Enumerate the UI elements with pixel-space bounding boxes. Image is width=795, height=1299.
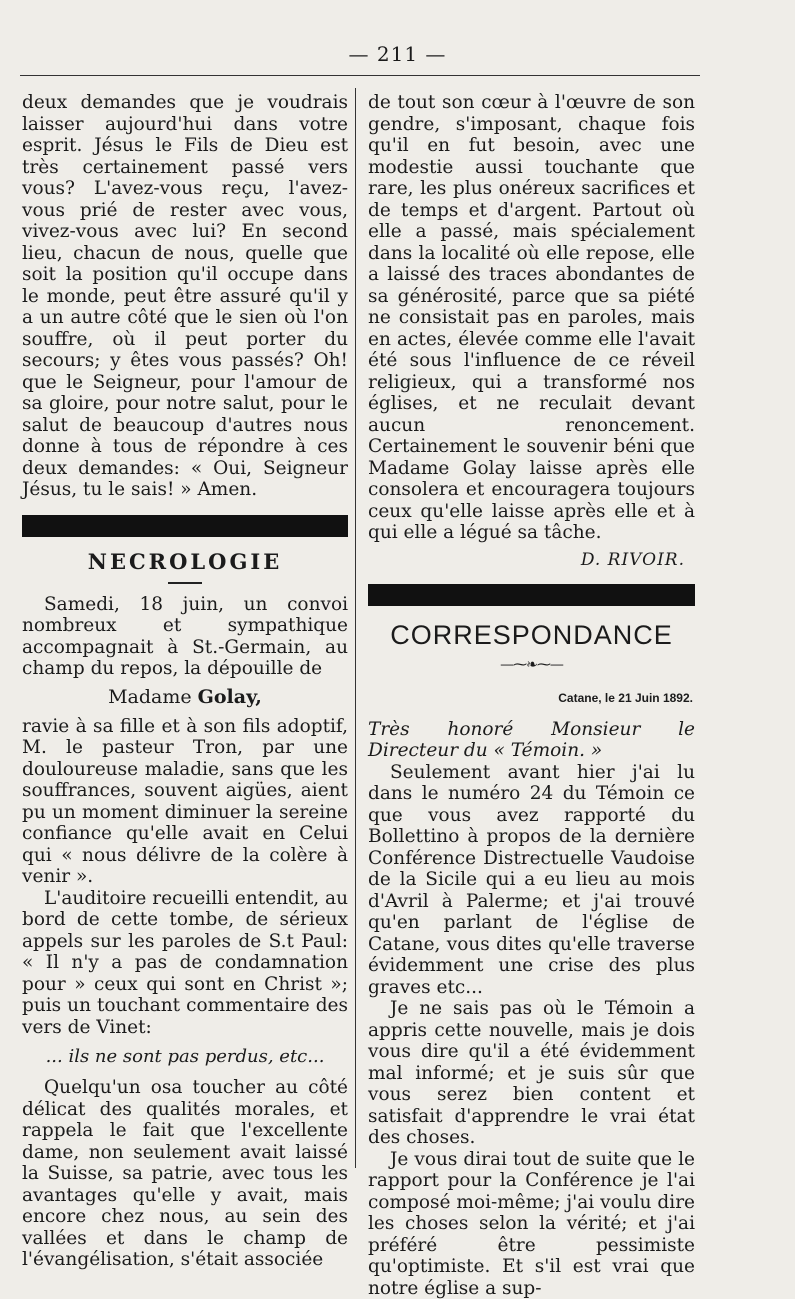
necro-paragraph-4: Quelqu'un osa toucher au côté délicat des qualités morales, et rappela le fait que l'excellente dame, non seulement avait laissé la Suisse, sa patrie, avec tous les avantages qu'elle y avait, mais encore chez nous, au sein des vallées et dans le champ de l'évangélisation, s'était associée [22, 1077, 348, 1271]
author-signature: D. RIVOIR. [368, 550, 685, 570]
madame-prefix: Madame [108, 686, 192, 708]
necro-paragraph-2: ravie à sa fille et à son fils adoptif, M. le pasteur Tron, par une douloureuse maladie, sans que les souffrances, souvent aigües, aient pu un moment diminuer la sereine confiance qu'elle avait en Celui qui « nous délivre de la colère à venir ». [22, 716, 348, 888]
deceased-name-line [22, 686, 348, 708]
ornament-divider: —⁓❧⁓— [368, 657, 695, 673]
necro-continuation: de tout son cœur à l'œuvre de son gendre, s'imposant, chaque fois qu'il en fut besoin, avec une modestie aussi touchante que rare, les plus onéreux sacrifices et de temps et d'argent. Partout où elle a passé, mais spécialement dans la localité où elle repose, elle a laissé des traces abondantes de sa générosité, parce que sa piété ne consistait pas en paroles, mais en actes, élevée comme elle l'avait été sous l'influence de ce réveil religieux, qui a transformé nos églises, et ne reculait devant aucun renoncement. Certainement le souvenir béni que Madame Golay laisse après elle consolera et encouragera toujours ceux qu'elle laisse après elle et à qui elle a légué sa tâche. [368, 92, 695, 544]
vinet-quote: ... ils ne sont pas perdus, etc... [22, 1046, 348, 1067]
letter-dateline: Catane, le 21 Juin 1892. [368, 691, 693, 705]
letter-paragraph-2: Je ne sais pas où le Témoin a appris cette nouvelle, mais je dois vous dire qu'il a été évidemment mal informé; et je suis sûr que vous serez bien content et satisfait d'apprendre le vrai état des choses. [368, 998, 695, 1149]
sermon-conclusion: deux demandes que je voudrais laisser aujourd'hui dans votre esprit. Jésus le Fils de Dieu est très certainement passé vers vous? L'avez-vous reçu, l'avez-vous prié de rester avec vous, vivez-vous avec lui? En second lieu, chacun de nous, quelle que soit la position qu'il occupe dans le monde, peut être assuré qu'il y a un autre côté que le sien où l'on souffre, où il peut porter du secours; y êtes vous passés? Oh! que le Seigneur, pour l'amour de sa gloire, pour notre salut, pour le salut de beaucoup d'autres nous donne à tous de répondre à ces deux demandes: « Oui, Seigneur Jésus, tu le sais! » Amen. [22, 92, 348, 501]
heading-underline [168, 582, 202, 584]
necro-paragraph-1: Samedi, 18 juin, un convoi nombreux et sympathique accompagnait à St.-Germain, au champ du repos, la dépouille de [22, 594, 348, 680]
correspondance-heading: CORRESPONDANCE [368, 620, 695, 651]
column-divider [355, 88, 356, 1168]
section-separator-bar [368, 584, 695, 606]
necro-paragraph-3: L'auditoire recueilli entendit, au bord de cette tombe, de sérieux appels sur les paroles de S.t Paul: « Il n'y a pas de condamnation pour » ceux qui sont en Christ »; puis un touchant commentaire des vers de Vinet: [22, 888, 348, 1039]
section-separator-bar [22, 515, 348, 537]
necrologie-heading: NECROLOGIE [22, 549, 348, 574]
deceased-name: Golay, [198, 686, 262, 708]
header-rule [20, 75, 700, 76]
left-column [22, 92, 348, 1271]
letter-paragraph-3: Je vous dirai tout de suite que le rapport pour la Conférence je l'ai composé moi-même; j'ai voulu dire les choses selon la vérité; et j'ai préféré être pessimiste qu'optimiste. Et s'il est vrai que notre église a sup- [368, 1149, 695, 1299]
letter-salutation: Très honoré Monsieur le Directeur du « Témoin. » [368, 719, 695, 762]
page-number: — 211 — [0, 42, 795, 66]
letter-paragraph-1: Seulement avant hier j'ai lu dans le numéro 24 du Témoin ce que vous avez rapporté du Bollettino à propos de la dernière Conférence Distrectuelle Vaudoise de la Sicile qui a eu lieu au mois d'Avril à Palerme; et j'ai trouvé qu'en parlant de l'église de Catane, vous dites qu'elle traverse évidemment une crise des plus graves etc... [368, 762, 695, 999]
right-column [368, 92, 695, 1299]
